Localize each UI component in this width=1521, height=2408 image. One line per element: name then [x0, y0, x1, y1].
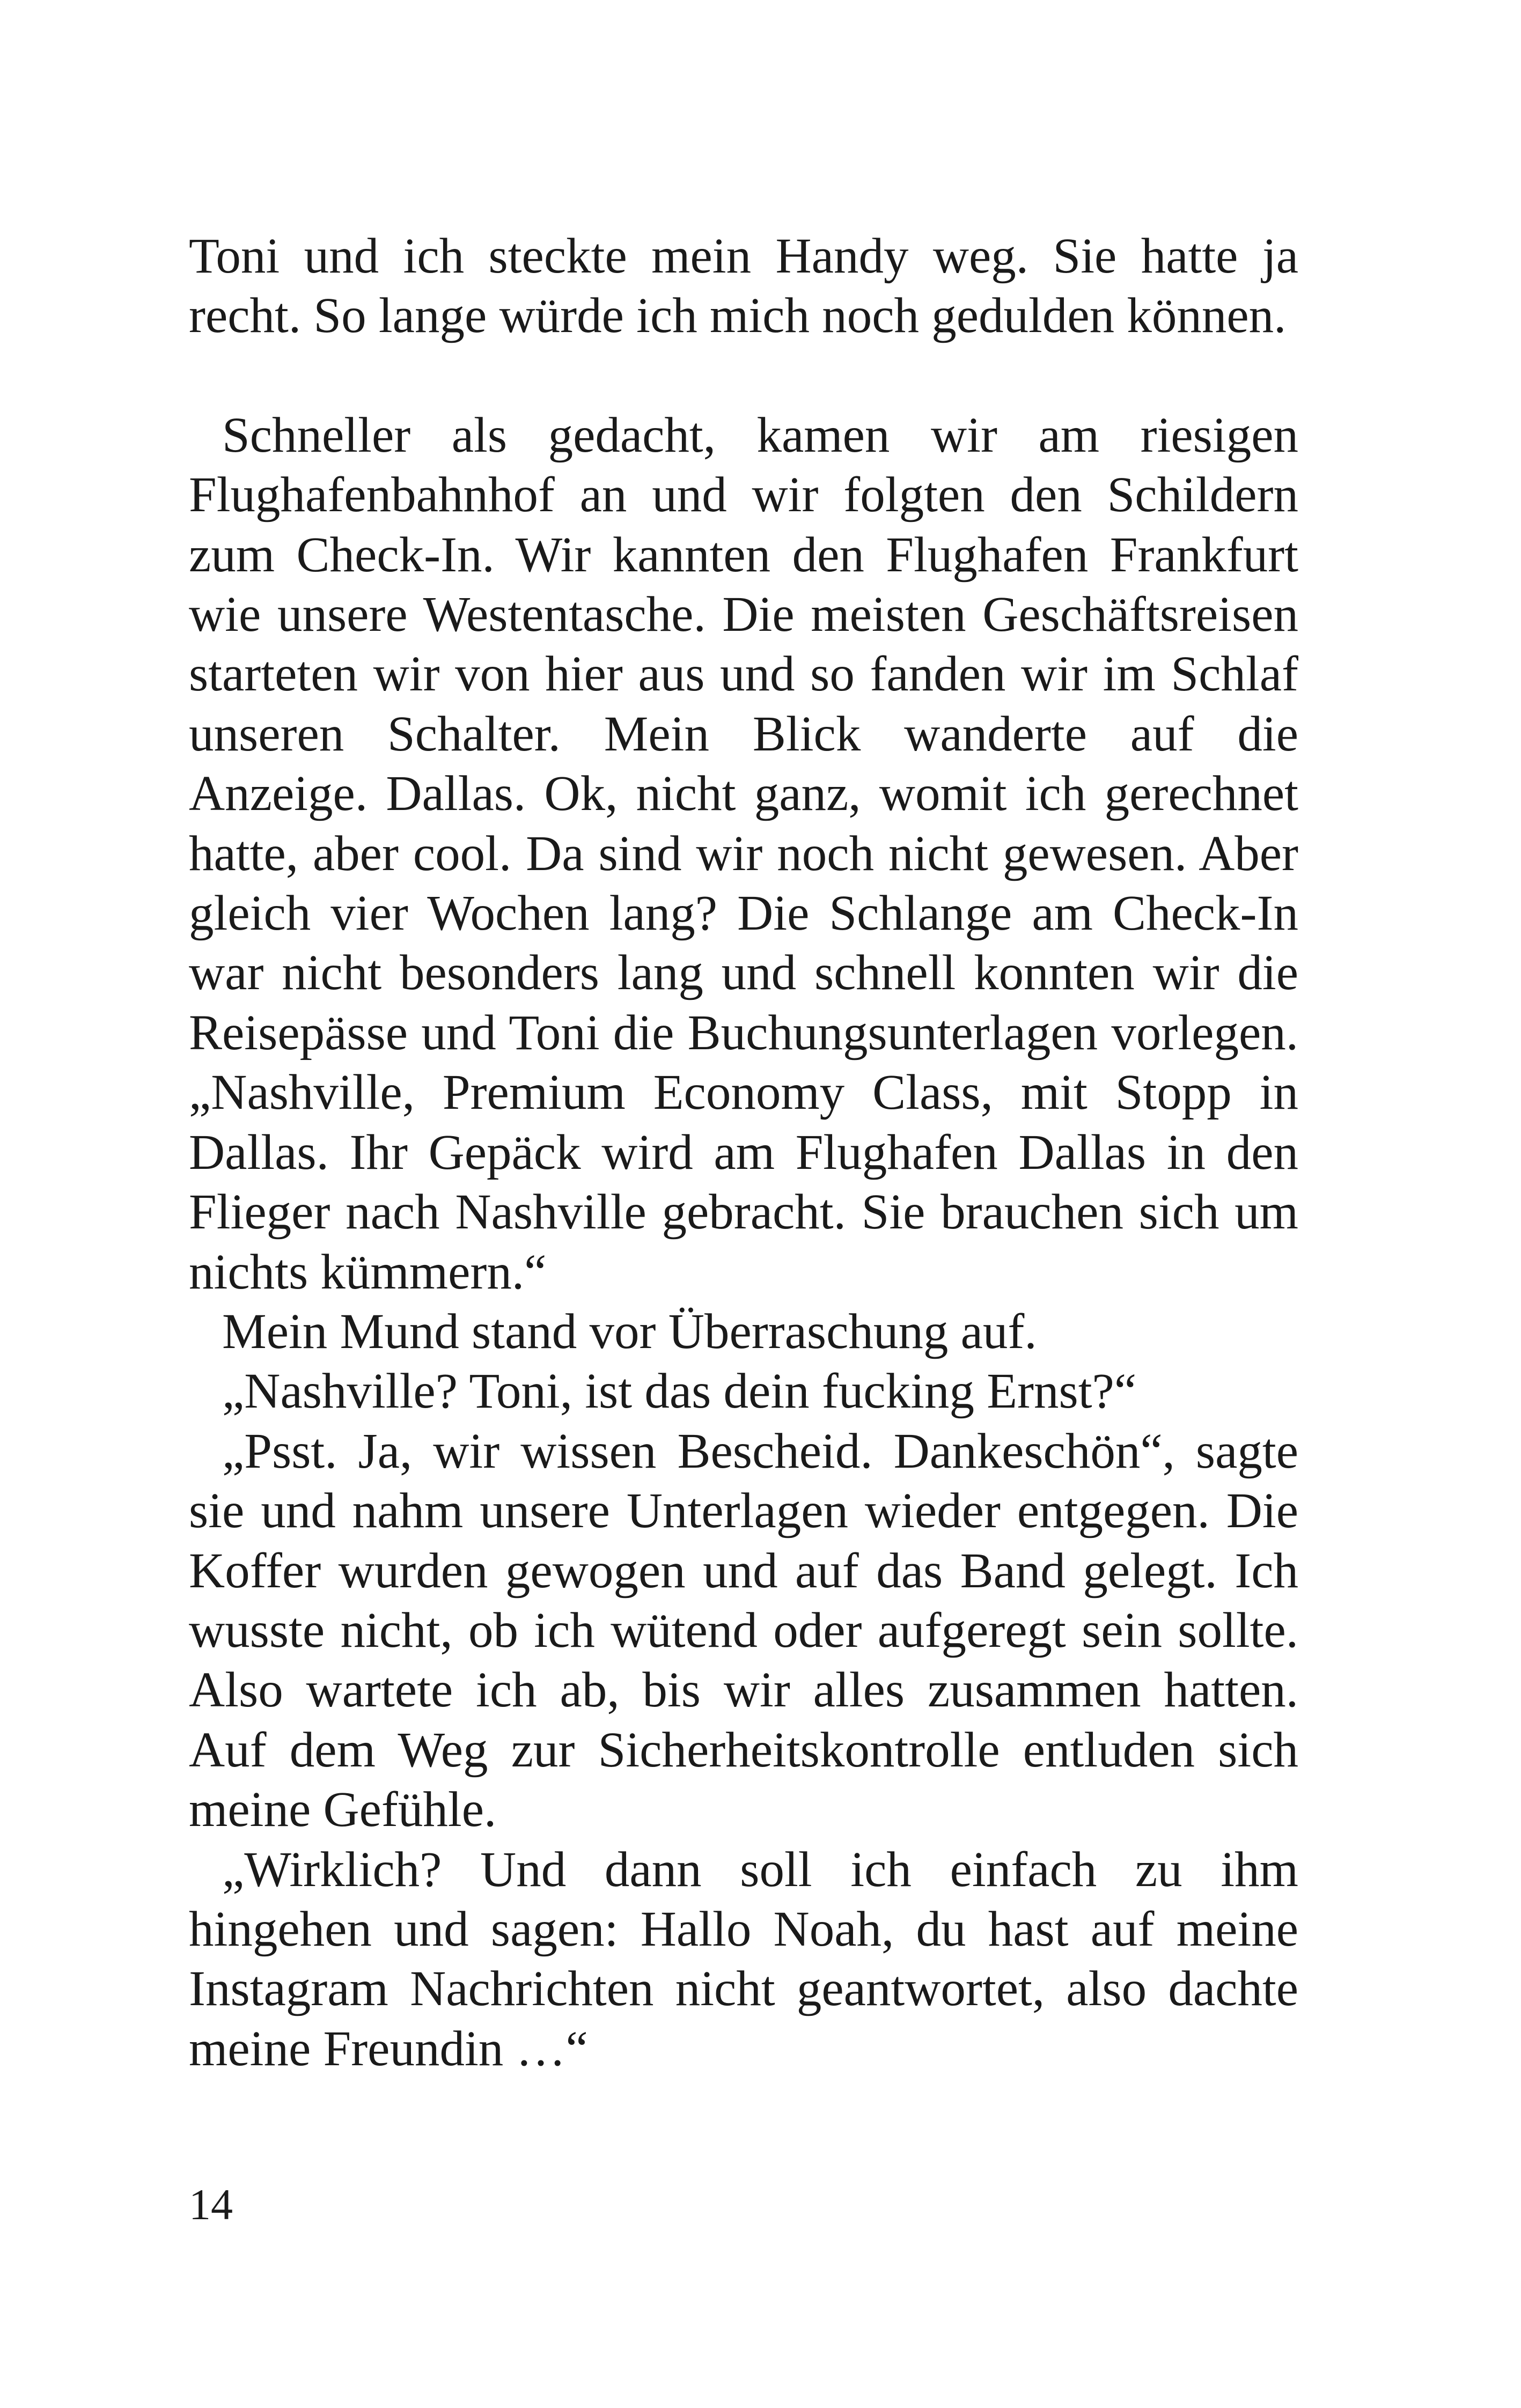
paragraph-3: Mein Mund stand vor Überraschung auf. — [222, 1304, 1037, 1359]
page-number: 14 — [189, 2180, 233, 2229]
paragraph-6: „Wirklich? Und dann soll ich einfach zu ihm hingehen und sagen: Hallo Noah, du hast auf meine Instagram Nachrichten nicht geantwortet, also dachte meine Freundin …“ — [189, 1842, 1298, 2076]
paragraph-1: Toni und ich steckte mein Handy weg. Sie hatte ja recht. So lange würde ich mich noch gedulden können. — [189, 229, 1298, 344]
paragraph-2: Schneller als gedacht, kamen wir am riesigen Flughafenbahnhof an und wir folgten den Schildern zum Check-In. Wir kannten den Flughafen Frankfurt wie unsere Westentasche. Die meisten Geschäftsreisen starteten wir von hier aus und so fanden wir im Schlaf unseren Schalter. Mein Blick wanderte auf die Anzeige. Dallas. Ok, nicht ganz, womit ich gerechnet hatte, aber cool. Da sind wir noch nicht gewesen. Aber gleich vier Wochen lang? Die Schlange am Check-In war nicht besonders lang und schnell konnten wir die Reisepässe und Toni die Buchungsunterlagen vorlegen. „Nashville, Premium Economy Class, mit Stopp in Dallas. Ihr Gepäck wird am Flughafen Dallas in den Flieger nach Nashville gebracht. Sie brauchen sich um nichts kümmern.“ — [189, 407, 1298, 1300]
body-text — [189, 226, 1298, 2079]
paragraph-5: „Psst. Ja, wir wissen Bescheid. Dankeschön“, sagte sie und nahm unsere Unterlagen wieder entgegen. Die Koffer wurden gewogen und auf das Band gelegt. Ich wusste nicht, ob ich wütend oder aufgeregt sein sollte. Also wartete ich ab, bis wir alles zusammen hatten. Auf dem Weg zur Sicherheitskontrolle entluden sich meine Gefühle. — [189, 1423, 1298, 1838]
paragraph-4: „Nashville? Toni, ist das dein fucking Ernst?“ — [222, 1364, 1137, 1419]
